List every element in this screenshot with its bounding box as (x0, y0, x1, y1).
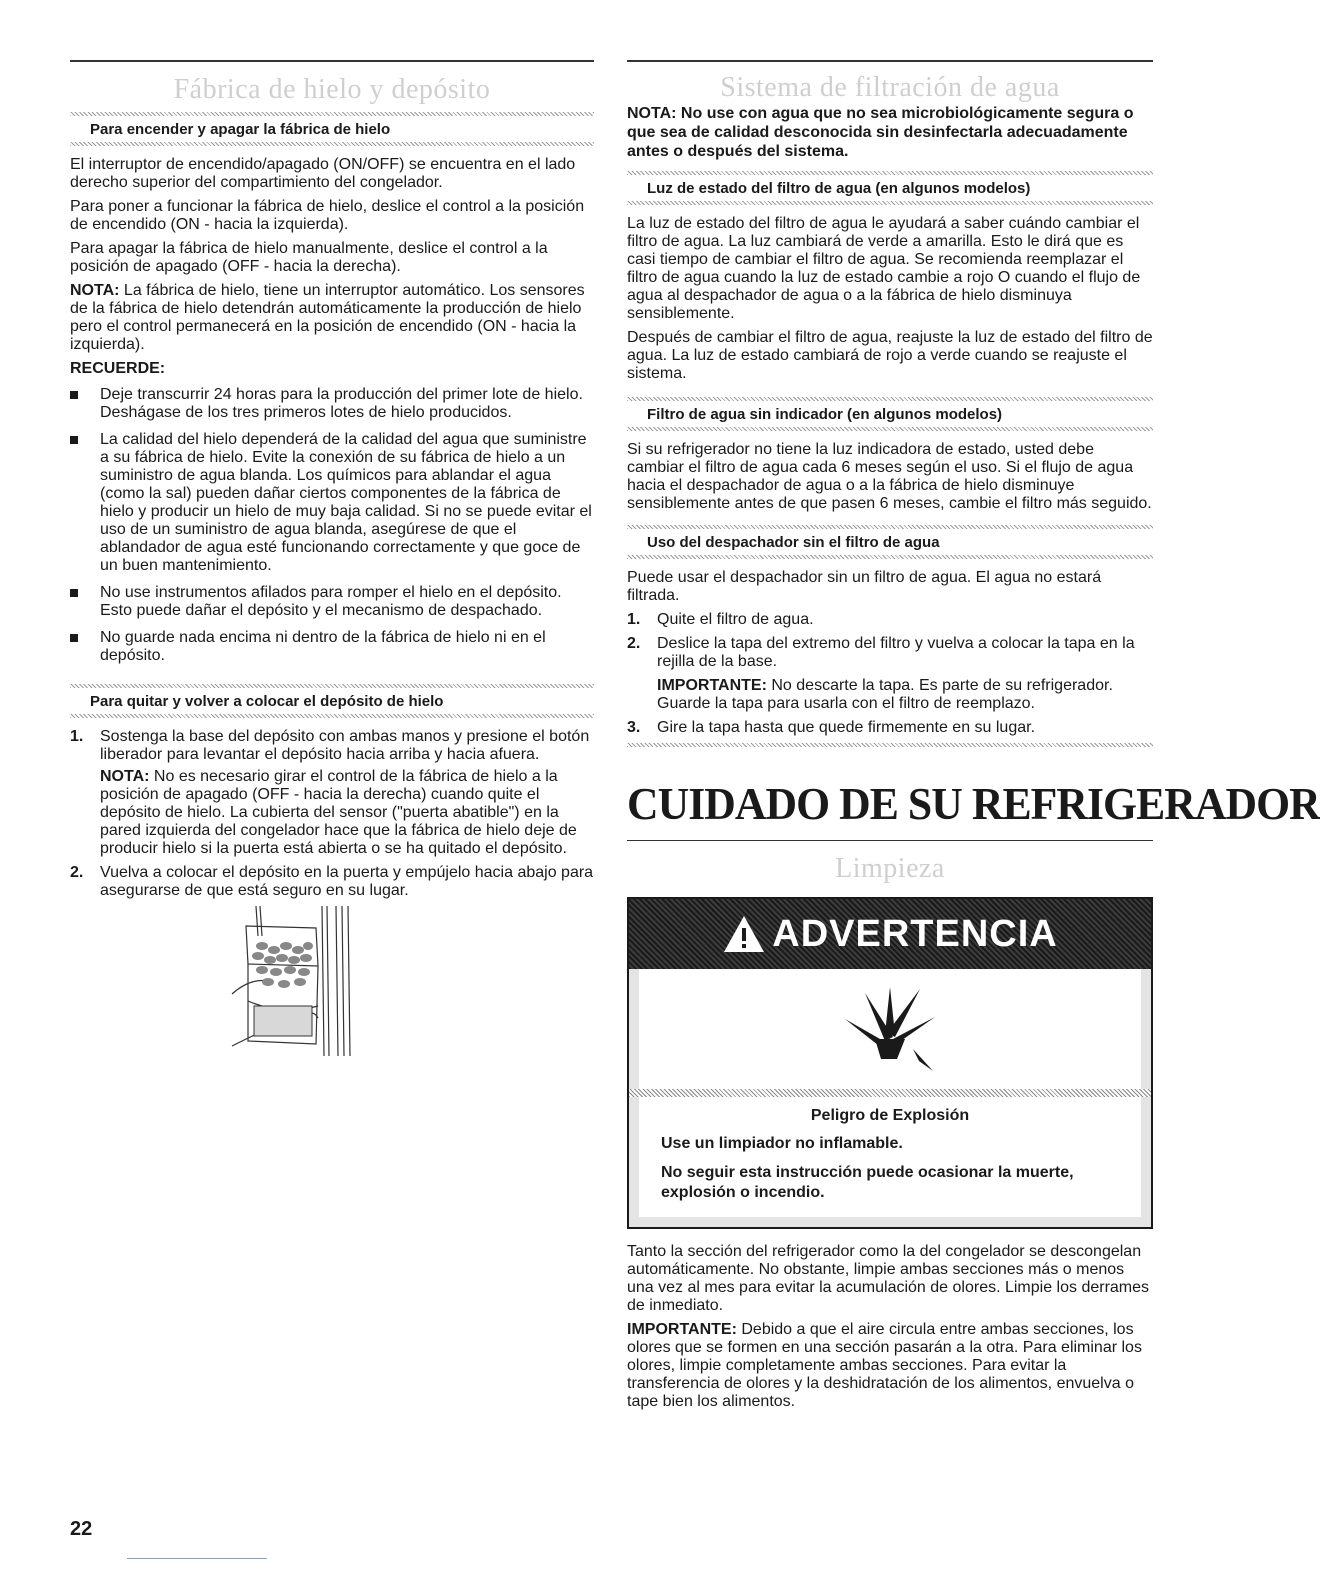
warning-header (629, 899, 1151, 969)
page-number: 22 (70, 1518, 93, 1540)
hatch-divider (627, 743, 1153, 747)
filter-no-indicator-heading: Filtro de agua sin indicador (en algunos modelos) (647, 406, 1003, 423)
note-text: No es necesario girar el control de la fábrica de hielo a la posición de apagado (OFF - hacia la derecha) cuando quite el depósito de hielo. La cubierta del sensor ("puerta abatible") en la pared izquierda del congelador hace que la fábrica de hielo deje de producir hielo si la puerta está abierta o se ha quitado el depósito. (100, 768, 577, 857)
right-column (627, 60, 1320, 1417)
step-note (100, 768, 594, 858)
subheading-block (627, 525, 1153, 559)
subheading-block (627, 397, 1153, 431)
step-text: Sostenga la base del depósito con ambas manos y presione el botón liberador para levantar el depósito hacia arriba y hacia afuera. (100, 728, 590, 763)
paragraph: La luz de estado del filtro de agua le ayudará a saber cuándo cambiar el filtro de agua. La luz cambiará de verde a amarilla. Esto le dirá que es casi tiempo de cambiar el filtro de agua. Se recomienda reemplazar el filtro de agua cuando la luz de estado cambie a rojo O cuando el flujo de agua al despachador de agua o a la fábrica de hielo disminuya sensiblemente. (627, 215, 1141, 322)
warning-body (629, 1097, 1151, 1227)
note-label: NOTA: (70, 282, 120, 299)
subheading-block (70, 112, 594, 146)
list-item: La calidad del hielo dependerá de la calidad del agua que suministre a su fábrica de hielo. Evite la conexión de su fábrica de hielo a un suministro de agua blanda. Los químicos para ablandar el agua (como la sal) pueden dañar ciertos componentes de la fábrica de hielo y producir un hielo de muy baja calidad. Si no se puede evitar el uso de un suministro de agua blanda, asegúrese de que el ablandador de agua esté funcionando correctamente y que goce de un buen mantenimiento. (70, 431, 594, 575)
top-rule (70, 60, 594, 62)
warning-separator (629, 1089, 1151, 1097)
remove-bin-steps (70, 728, 594, 900)
step-text: Gire la tapa hasta que quede firmemente en su lugar. (657, 719, 1036, 736)
paragraph: Para apagar la fábrica de hielo manualmente, deslice el control a la posición de apagado (OFF - hacia la derecha). (70, 240, 548, 275)
ice-maker-section-title: Fábrica de hielo y depósito (173, 74, 491, 105)
step-item (627, 635, 1153, 713)
dispenser-without-filter-heading: Uso del despachador sin el filtro de agua (647, 534, 940, 551)
step-note (657, 677, 1153, 713)
important-paragraph (627, 1321, 1153, 1411)
important-label: IMPORTANTE: (627, 1321, 737, 1338)
ice-bin-illustration (232, 906, 432, 1066)
step-number: 1. (627, 611, 641, 628)
step-text: Vuelva a colocar el depósito en la puerta y empújelo hacia abajo para asegurarse de que está seguro en su lugar. (100, 864, 594, 899)
care-main-title: CUIDADO DE SU REFRIGERADOR (627, 778, 1320, 829)
subheading-block (627, 171, 1153, 205)
explosion-icon (835, 979, 945, 1079)
subheading-block (70, 684, 594, 718)
step-number: 2. (70, 864, 84, 881)
hazard-title: Peligro de Explosión (810, 1107, 970, 1124)
note-text: La fábrica de hielo, tiene un interruptor automático. Los sensores de la fábrica de hielo detendrán automáticamente la producción de hielo pero el control permanecerá en la posición de encendido (ON - hacia la izquierda). (70, 282, 585, 353)
list-item: No use instrumentos afilados para romper el hielo en el depósito. Esto puede dañar el depósito y el mecanismo de despachado. (70, 584, 594, 620)
step-item (70, 728, 594, 858)
list-item: No guarde nada encima ni dentro de la fábrica de hielo ni en el depósito. (70, 629, 594, 665)
dispenser-steps (627, 611, 1153, 737)
filter-status-light-heading: Luz de estado del filtro de agua (en algunos modelos) (647, 180, 1031, 197)
remember-list (70, 386, 594, 665)
water-filter-section-title: Sistema de filtración de agua (720, 72, 1060, 103)
step-item (627, 611, 1153, 629)
step-text: Quite el filtro de agua. (657, 611, 814, 628)
step-number: 1. (70, 728, 84, 745)
step-text: Deslice la tapa del extremo del filtro y vuelva a colocar la tapa en la rejilla de la base. (657, 635, 1135, 670)
important-label: IMPORTANTE: (657, 677, 767, 694)
top-rule (627, 60, 1153, 62)
paragraph: Tanto la sección del refrigerador como la del congelador se descongelan automáticamente. No obstante, limpie ambas secciones más o menos una vez al mes para evitar la acumulación de olores. Limpie los derrames de inmediato. (627, 1243, 1150, 1314)
warning-consequence: No seguir esta instrucción puede ocasionar la muerte, explosión o incendio. (661, 1164, 1074, 1201)
water-safety-note: NOTA: No use con agua que no sea microbiológicamente segura o que sea de calidad desconocida sin desinfectarla adecuadamente antes o después del sistema. (627, 105, 1134, 160)
note-label: NOTA: (100, 768, 150, 785)
ice-maker-onoff-heading: Para encender y apagar la fábrica de hielo (90, 121, 391, 138)
paragraph: Puede usar el despachador sin un filtro de agua. El agua no estará filtrada. (627, 569, 1102, 604)
remember-label: RECUERDE: (70, 360, 166, 377)
step-item (70, 864, 594, 900)
step-item (627, 719, 1153, 737)
step-number: 2. (627, 635, 641, 652)
paragraph: Si su refrigerador no tiene la luz indicadora de estado, usted debe cambiar el filtro de agua cada 6 meses según el uso. Si el flujo de agua hacia el despachador de agua o a la fábrica de hielo disminuye sensiblemente antes de que pasen 6 meses, cambie el filtro más seguido. (627, 441, 1152, 512)
left-column (70, 60, 594, 1066)
footer-line (127, 1558, 267, 1559)
important-text: Debido a que el aire circula entre ambas secciones, los olores que se formen en una sección pasarán a la otra. Para eliminar los olores, limpie completamente ambas secciones. Para evitar la transferencia de olores y la deshidratación de los alimentos, envuelva o tape bien los alimentos. (627, 1321, 1142, 1410)
cleaning-section-title: Limpieza (835, 853, 945, 884)
warning-triangle-icon (722, 914, 766, 954)
warning-instruction: Use un limpiador no inflamable. (661, 1135, 903, 1152)
paragraph: Después de cambiar el filtro de agua, reajuste la luz de estado del filtro de agua. La luz de estado cambiará de rojo a verde cuando se reajuste el sistema. (627, 329, 1153, 382)
note-paragraph (70, 282, 594, 354)
step-number: 3. (627, 719, 641, 736)
important-text: No descarte la tapa. Es parte de su refrigerador. Guarde la tapa para usarla con el filtro de reemplazo. (657, 677, 1113, 712)
paragraph: El interruptor de encendido/apagado (ON/OFF) se encuentra en el lado derecho superior del compartimiento del congelador. (70, 156, 576, 191)
warning-symbol-area (629, 969, 1151, 1089)
list-item: Deje transcurrir 24 horas para la producción del primer lote de hielo. Deshágase de los tres primeros lotes de hielo producidos. (70, 386, 594, 422)
warning-box (627, 897, 1153, 1229)
warning-header-text: ADVERTENCIA (772, 912, 1058, 955)
title-rule (627, 840, 1153, 841)
paragraph: Para poner a funcionar la fábrica de hielo, deslice el control a la posición de encendido (ON - hacia la izquierda). (70, 198, 585, 233)
remove-bin-heading: Para quitar y volver a colocar el depósito de hielo (90, 693, 444, 710)
